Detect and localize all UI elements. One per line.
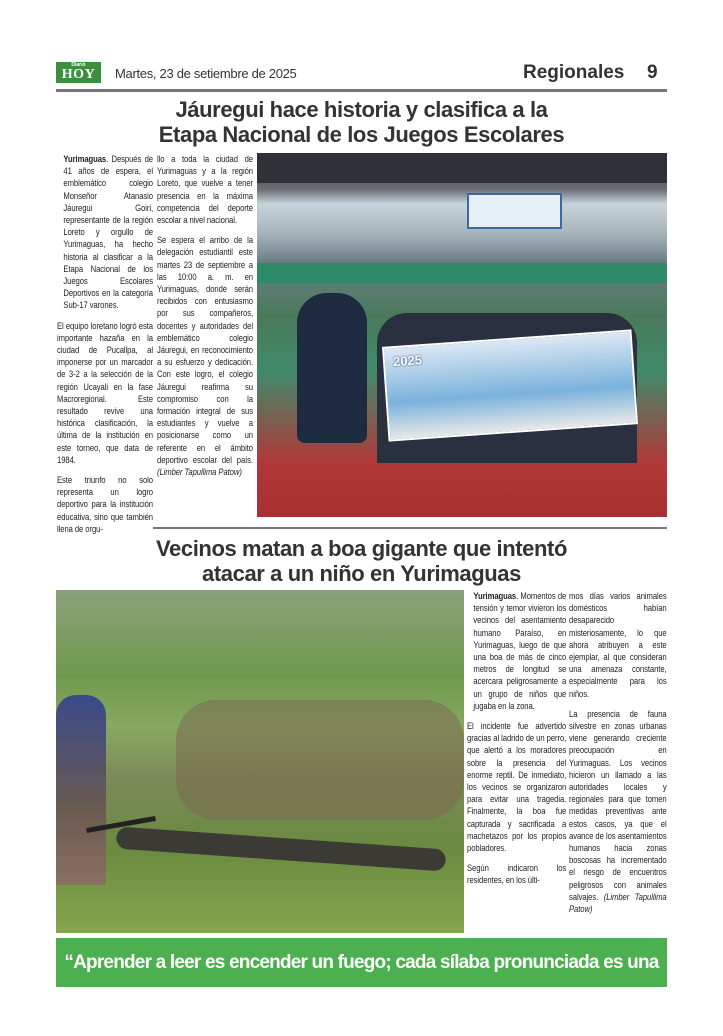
boa-photo — [56, 590, 464, 933]
player-left — [297, 293, 367, 443]
dateline: Yurimaguas — [473, 591, 517, 602]
byline: (Limber Tapullima Patow) — [157, 467, 242, 479]
logo-small-text: Diario — [71, 62, 86, 68]
newspaper-logo — [56, 62, 101, 83]
article2-column2 — [569, 591, 667, 916]
paragraph: La presencia de fauna silvestre en zonas urbanas viene generando creciente preocupación en Yurimaguas. Los vecinos hicieron un llamado a las autoridades locales y regionales para que tomen medidas preventivas ante estos casos, ya que el avance de los asentamientos humanos hacia zonas boscosas ha incrementado el riesgo de encuentros peligrosos con animales salvajes. — [569, 708, 667, 903]
quote-banner: “Aprender a leer es encender un fuego; cada sílaba pronunciada es una chispa”. — [56, 938, 667, 987]
paragraph: mos días varios animales domésticos habían desaparecido misteriosamente, lo que ahora atribuyen a este ejemplar, al que consideran una amenaza constante, especialmente para los niños. — [569, 591, 667, 700]
paragraph: El equipo loretano logró esta importante hazaña en la ciudad de Pucallpa, al imponerse por un marcador de 3-2 a la selección de la región Ucayali en la fase Macroregional. Este resultado revive una histórica clasificación, la última de la institución en este torneo, que data de 1984. — [57, 320, 153, 466]
paragraph: El incidente fue advertido gracias al ladrido de un perro, que alertó a los moradores sobre la presencia del enorme reptil. De inmediato, los vecinos se organizaron para evitar una tragedia. Finalmente, la boa fue capturada y sacrificada a machetazos por los propios pobladores. — [467, 721, 567, 855]
dateline: Yurimaguas — [63, 154, 107, 165]
child-figure — [56, 695, 106, 885]
page-number: 9 — [647, 62, 658, 83]
team-banner — [382, 329, 638, 441]
article1-column1 — [57, 154, 153, 536]
paragraph: Según indicaron los residentes, en los últi- — [467, 863, 567, 887]
stands — [257, 263, 667, 283]
team-celebration-photo — [257, 153, 667, 517]
article1-headline-line1: Jáuregui hace historia y clasifica a la — [175, 97, 548, 122]
paragraph: . Después de 41 años de espera, el emblemático colegio Monseñor Atanasio Jáuregui Goiri, representante de la región Loreto y orgullo de Yurimaguas, ha hecho historia al clasificar a la Etapa Nacional de los Juegos Escolares Deportivos en la categoría Sub-17 varones. — [63, 154, 153, 312]
article2-headline-line1: Vecinos matan a boa gigante que intentó — [155, 536, 568, 561]
article1-column2 — [157, 154, 253, 479]
ceiling — [257, 153, 667, 183]
article1-headline-line2: Etapa Nacional de los Juegos Escolares — [158, 122, 565, 147]
dirt-patch — [176, 700, 464, 820]
paragraph: Este triunfo no solo representa un logro deportivo para la institución educativa, sino que también llena de orgu- — [57, 475, 153, 535]
article2-headline-line2: atacar a un niño en Yurimaguas — [202, 561, 521, 586]
article2-column1 — [467, 591, 566, 888]
paragraph: Se espera el arribo de la delegación estudiantil este martes 23 de septiembre a las 10:00 a. m. en Yurimaguas, donde serán recibidos con entusiasmo por sus compañeros, docentes y autoridades del emblemático colegio Jáuregui, en reconocimiento a su esfuerzo y dedicación. Con este logro, el colegio Jáuregui reafirma su compromiso con la formación integral de sus estudiantes y vuelve a posicionarse como un referente en el ámbito deportivo escolar del país. — [157, 235, 253, 466]
header-rule — [56, 89, 667, 92]
section-title: Regionales — [523, 62, 625, 83]
logo-big-text: HOY — [61, 67, 96, 82]
paragraph: . Momentos de tensión y temor vivieron los vecinos del asentamiento humano Paraíso, en Yurimaguas, luego de que una boa de más de cinco metros de longitud se acercara peligrosamente a un grupo de niños que jugaba en la zona. — [473, 591, 567, 712]
boa-snake — [116, 827, 447, 872]
arena-banner — [467, 193, 562, 229]
issue-date: Martes, 23 de setiembre de 2025 — [115, 66, 297, 81]
paragraph: llo a toda la ciudad de Yurimaguas y a la región Loreto, que vuelve a tener presencia en la máxima competencia del deporte escolar a nivel nacional. — [157, 154, 253, 227]
byline: (Limber Tapullima Patow) — [569, 891, 667, 916]
banner-year: 2025 — [392, 352, 423, 370]
